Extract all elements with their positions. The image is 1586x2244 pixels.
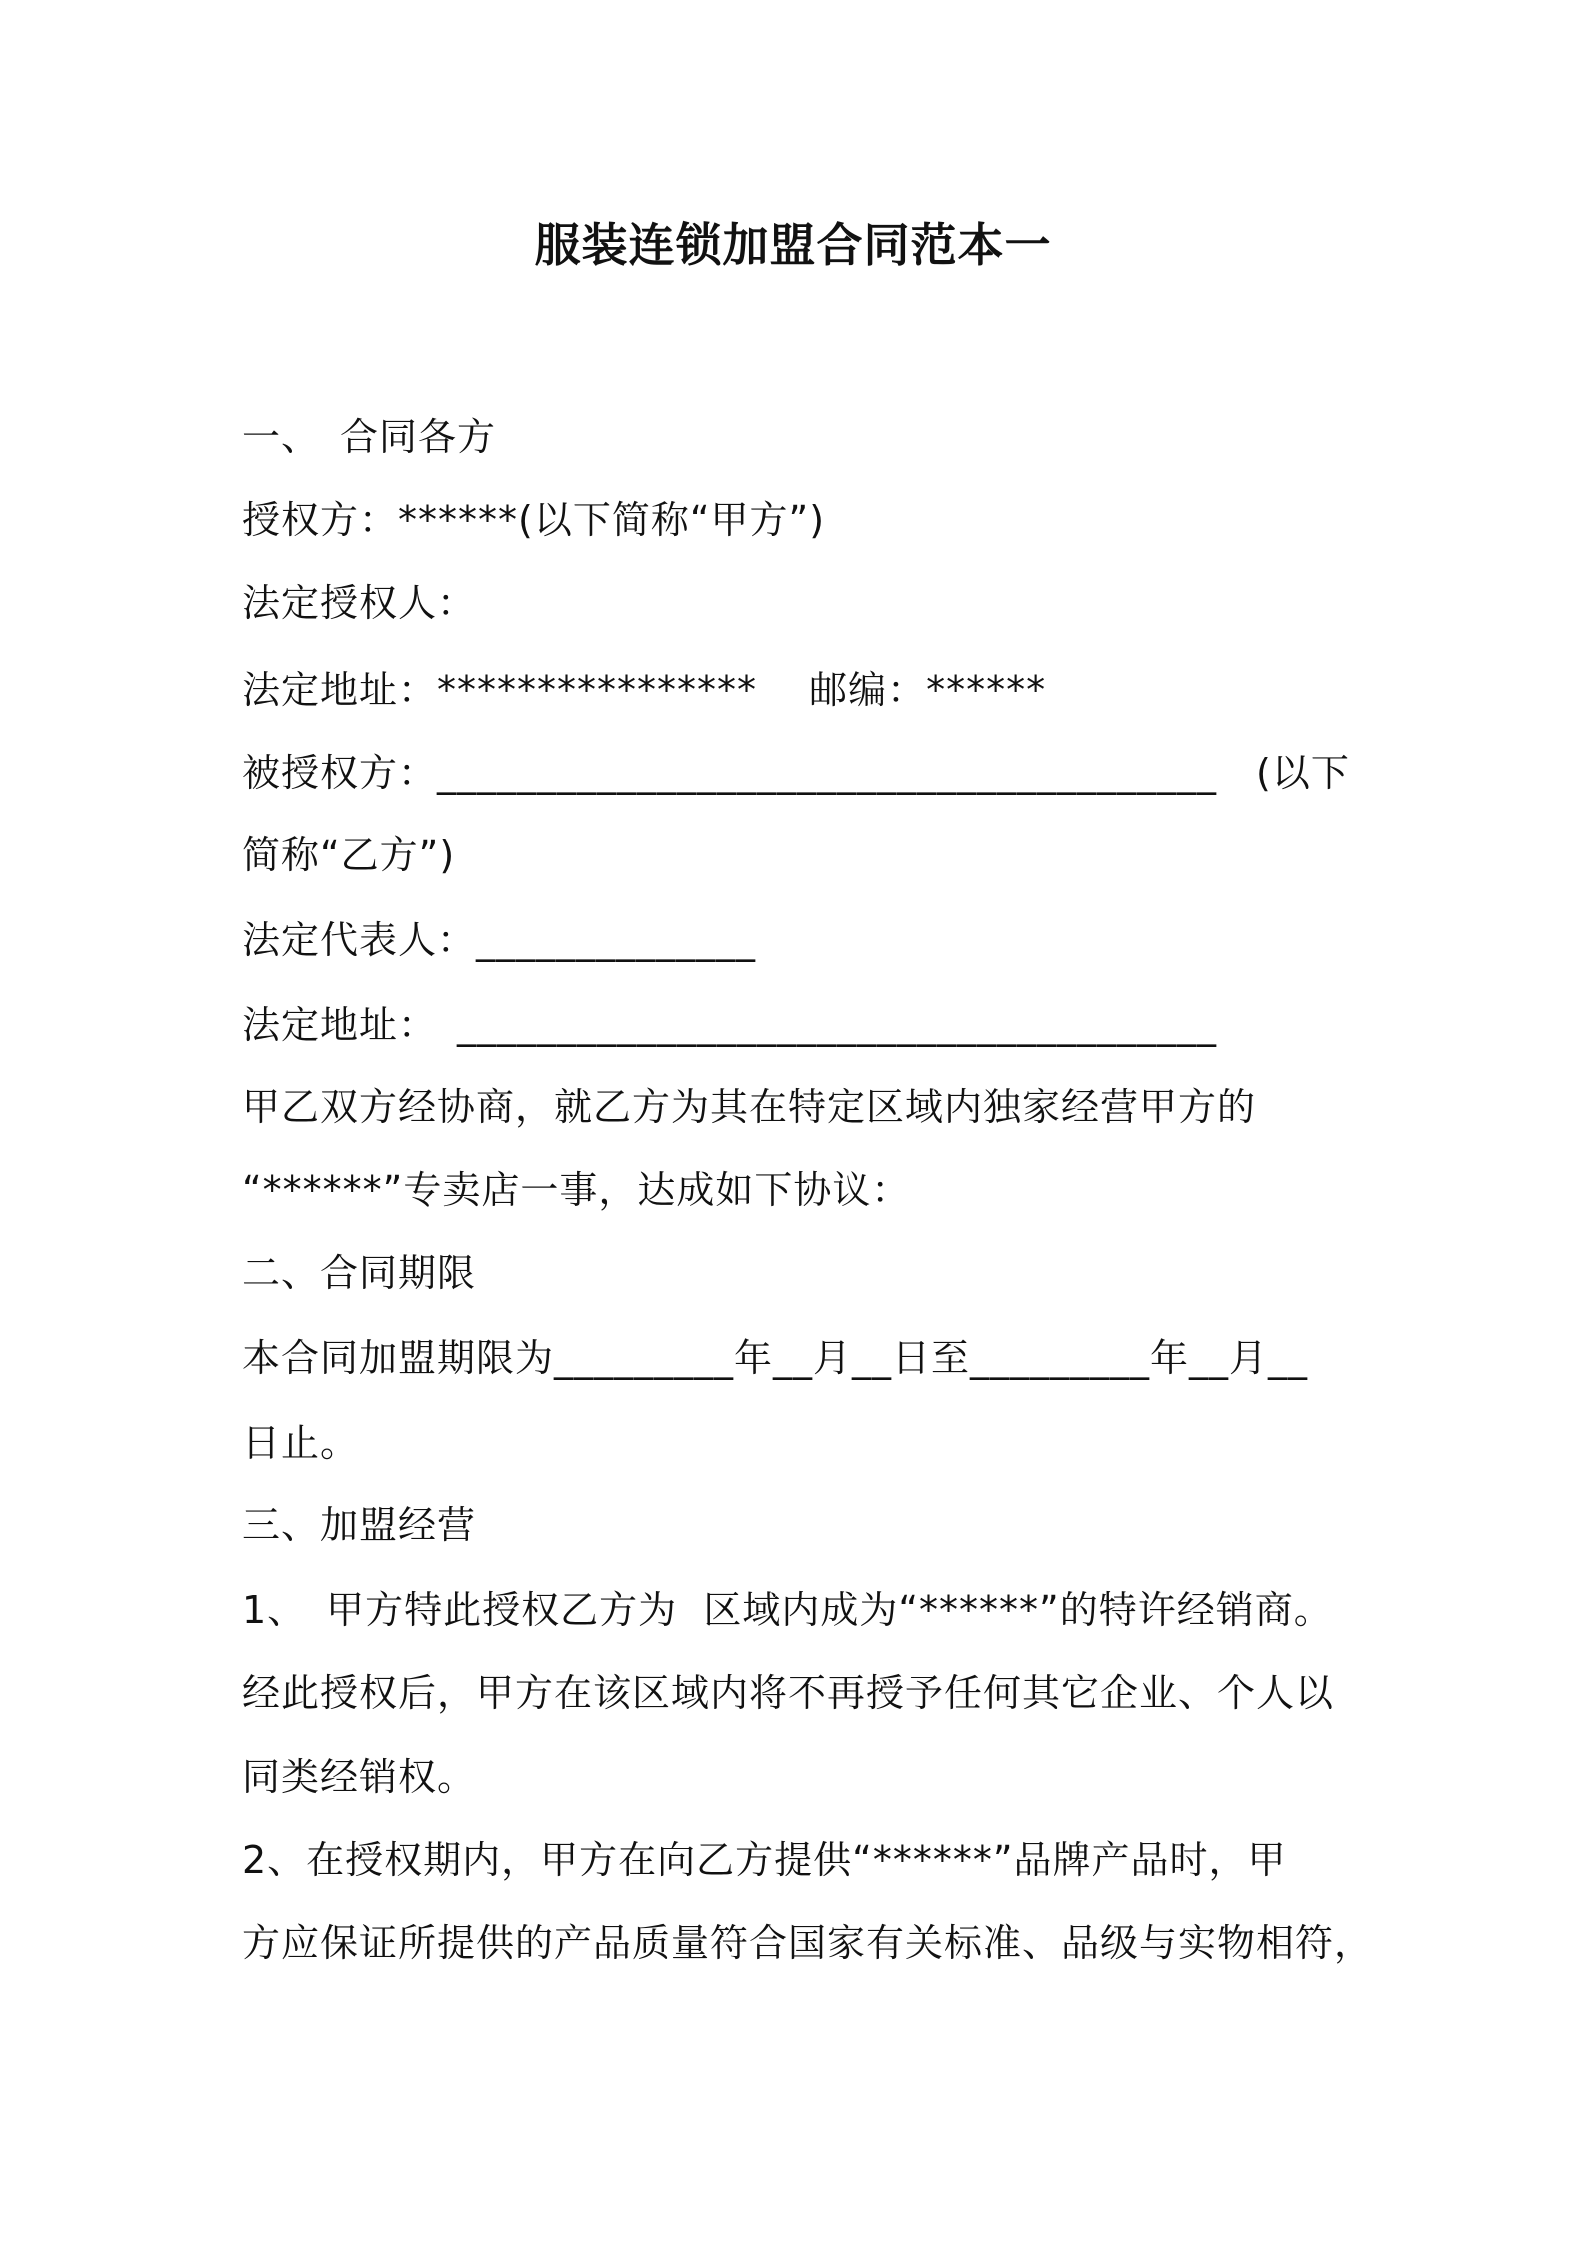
term-line-1: 本合同加盟期限为_________年__月__日至_________年__月__ <box>242 1336 1309 1380</box>
authorized-person-line: 法定授权人： <box>242 581 477 625</box>
franchise-item-2-line-1: 2、在授权期内，甲方在向乙方提供“******”品牌产品时，甲 <box>242 1838 1287 1882</box>
legal-representative-line: 法定代表人：______________ <box>242 918 757 962</box>
section-heading-parties: 一、 合同各方 <box>242 415 497 459</box>
party-b-address-line: 法定地址： ______________________________________ <box>242 1003 1218 1047</box>
document-title: 服装连锁加盟合同范本一 <box>534 218 1052 272</box>
franchise-item-1-line-1: 1、 甲方特此授权乙方为 区域内成为“******”的特许经销商。 <box>242 1588 1333 1632</box>
franchise-item-2-line-2: 方应保证所提供的产品质量符合国家有关标准、品级与实物相符， <box>242 1921 1374 1965</box>
franchise-item-1-line-2: 经此授权后，甲方在该区域内将不再授予任何其它企业、个人以 <box>242 1671 1335 1715</box>
agreement-intro-line-1: 甲乙双方经协商，就乙方为其在特定区域内独家经营甲方的 <box>242 1085 1257 1129</box>
party-a-line: 授权方：******(以下简称“甲方”) <box>242 498 826 542</box>
term-line-2: 日止。 <box>242 1421 360 1465</box>
section-heading-term: 二、合同期限 <box>242 1251 477 1295</box>
agreement-intro-line-2: “******”专卖店一事，达成如下协议： <box>242 1168 911 1212</box>
party-b-line: 被授权方：_______________________________________ (以下 <box>242 751 1350 795</box>
party-b-line-continued: 简称“乙方”) <box>242 833 456 877</box>
party-a-address-line: 法定地址：**************** 邮编：****** <box>242 668 1047 712</box>
franchise-item-1-line-3: 同类经销权。 <box>242 1755 477 1799</box>
section-heading-franchise: 三、加盟经营 <box>242 1503 477 1547</box>
